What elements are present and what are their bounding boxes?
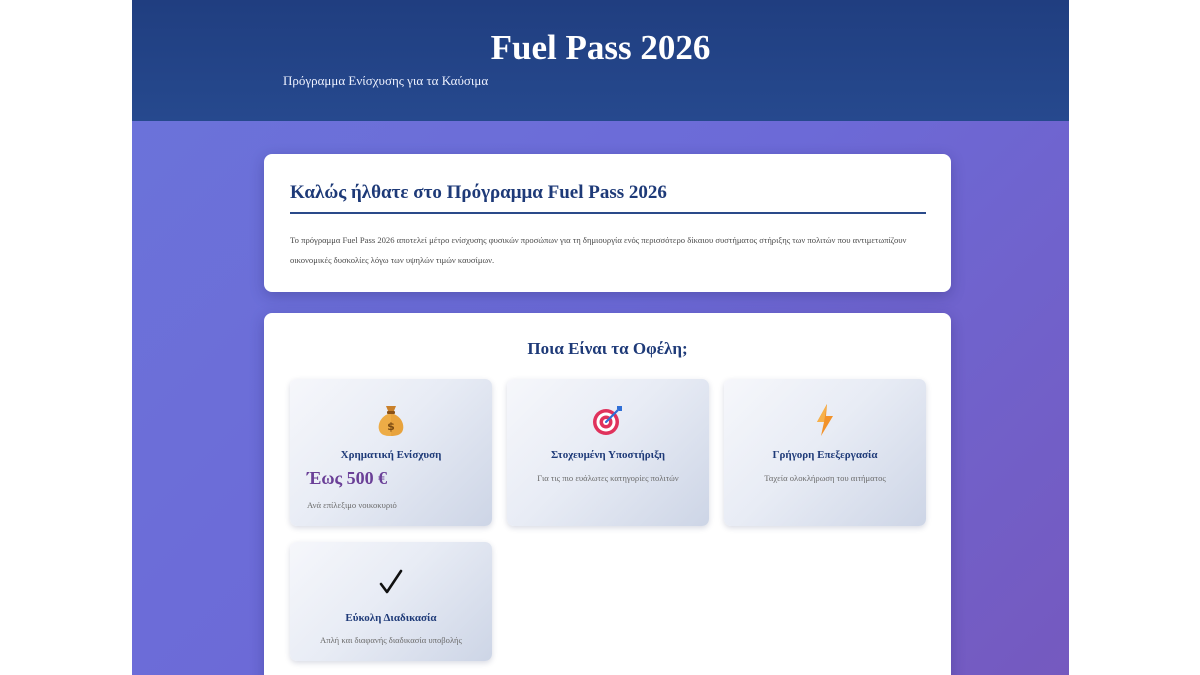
site-title: Fuel Pass 2026 — [490, 28, 711, 67]
welcome-divider — [290, 212, 926, 214]
benefit-title: Στοχευμένη Υποστήριξη — [550, 449, 665, 461]
svg-text:$: $ — [387, 420, 395, 433]
welcome-text: Το πρόγραμμα Fuel Pass 2026 αποτελεί μέτρο ενίσχυσης φυσικών προσώπων για τη δημιουργία ενός περισσότερο δίκαιου συστήματος στήριξης των πολιτών που αντιμετωπίζουν οικονομικές δυσκολίες λόγω των υψηλών τιμών καυσίμων. — [290, 235, 907, 265]
benefit-card-easy-process — [290, 542, 492, 661]
benefits-title: Ποια Είναι τα Οφέλη; — [527, 339, 688, 358]
money-bag-icon — [290, 403, 492, 437]
lightning-icon — [724, 403, 926, 437]
checkmark-icon — [290, 566, 492, 600]
welcome-card — [264, 154, 951, 292]
benefit-title: Εύκολη Διαδικασία — [345, 612, 437, 624]
benefit-title: Γρήγορη Επεξεργασία — [772, 449, 878, 461]
target-icon — [507, 403, 709, 437]
benefit-card-targeted-support — [507, 379, 709, 526]
welcome-title: Καλώς ήλθατε στο Πρόγραμμα Fuel Pass 2026 — [290, 182, 667, 203]
benefit-description: Για τις πιο ευάλωτες κατηγορίες πολιτών — [537, 473, 679, 483]
site-subtitle: Πρόγραμμα Ενίσχυσης για τα Καύσιμα — [283, 73, 489, 88]
benefits-card — [264, 313, 951, 675]
benefit-card-financial-aid — [290, 379, 492, 526]
benefit-amount: Έως 500 € — [307, 468, 388, 488]
benefit-description: Απλή και διαφανής διαδικασία υποβολής — [320, 635, 462, 645]
benefit-description: Ταχεία ολοκλήρωση του αιτήματος — [764, 473, 886, 483]
benefit-title: Χρηματική Ενίσχυση — [340, 449, 442, 461]
site-header — [132, 0, 1069, 121]
benefit-card-fast-processing — [724, 379, 926, 526]
page-frame — [132, 0, 1069, 675]
benefit-description: Ανά επίλεξιμο νοικοκυριό — [307, 500, 397, 510]
